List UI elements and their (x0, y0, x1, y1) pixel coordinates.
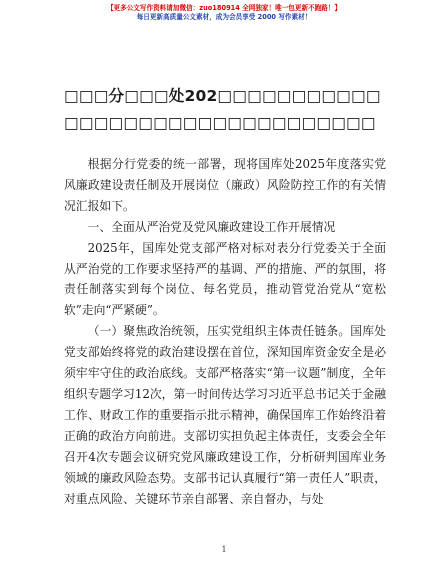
promo-banner (0, 4, 448, 22)
intro-paragraph: 根据分行党委的统一部署，现将国库处2025年度落实党风廉政建设责任制及开展岗位（廉政）风险防控工作的有关情况汇报如下。 (64, 157, 386, 213)
section-heading: 一、全面从严治党及党风廉政建设工作开展情况 (87, 219, 336, 234)
document-body (64, 154, 386, 509)
body-paragraph: 2025年，国库处党支部严格对标对表分行党委关于全面从严治党的工作要求坚持严的基调、严的措施、严的氛围，将责任制落实到每个岗位、每名党员，推动管党治党从“宽松软”走向“严紧硬”。 (64, 240, 386, 318)
promo-line-2: 每日更新高质量公文素材，成为会员享受 2000 写作素材！ (136, 13, 312, 21)
promo-line-1: 【更多公文写作资料请加微信：zuo180914 全网独家！唯一包更新不跑路！】 (106, 4, 342, 12)
page-number: 1 (221, 545, 227, 554)
document-title: □□□分□□□处202□□□□□□□□□□□□□□□□□□□□□□□□□□□□□□□□ (64, 87, 381, 132)
body-paragraph: （一）聚焦政治统领，压实党组织主体责任链条。国库处党支部始终将党的政治建设摆在首位，深知国库资金安全是必须牢牢守住的政治底线。支部严格落实“第一议题”制度，全年组织专题学习12次，第一时间传达学习习近平总书记关于金融工作、财政工作的重要指示批示精神，确保国库工作始终沿着正确的政治方向前进。支部切实担负起主体责任，支委会全年召开4次专题会议研究党风廉政建设工作，分析研判国库业务领域的廉政风险态势。支部书记认真履行“第一责任人”职责，对重点风险、关键环节亲自部署、亲自督办，与处 (64, 324, 386, 506)
